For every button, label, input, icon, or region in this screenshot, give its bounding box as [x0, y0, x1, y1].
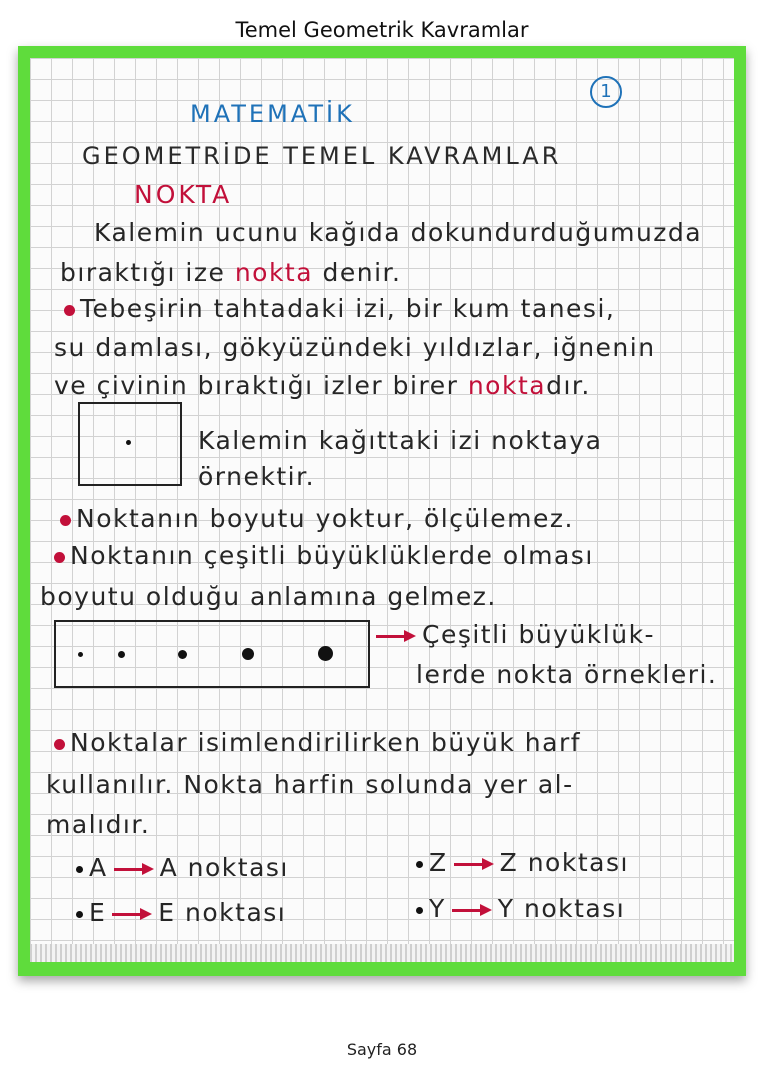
bullet-icon — [60, 515, 71, 526]
point-letter: E — [89, 898, 107, 927]
perforated-edge — [30, 944, 734, 962]
examples-end: dır. — [546, 371, 591, 400]
bullet-icon — [64, 305, 75, 316]
point-letter: Y — [429, 894, 446, 923]
largest-point — [318, 646, 333, 661]
definition-end: denir. — [322, 258, 402, 287]
sizes-note-line-2: boyutu olduğu anlamına gelmez. — [40, 582, 497, 611]
point-letter: Z — [429, 848, 448, 877]
point-label: E noktası — [158, 898, 287, 927]
examples-text-1: Tebeşirin tahtadaki izi, bir kum tanesi, — [80, 294, 616, 323]
section-heading: NOKTA — [134, 180, 233, 209]
sizes-caption-line-2: lerde nokta örnekleri. — [416, 660, 718, 689]
paper-trace-line-1: Kalemin kağıttaki izi noktaya — [198, 426, 603, 455]
paper-trace-box — [78, 402, 182, 486]
point-example-z — [416, 848, 629, 877]
point-icon — [76, 911, 83, 918]
arrow-icon — [454, 858, 494, 870]
point-icon — [416, 907, 423, 914]
point-label: A noktası — [159, 853, 289, 882]
page-marker: 1 — [590, 76, 622, 108]
green-frame — [18, 46, 746, 976]
definition-line-1: Kalemin ucunu kağıda dokundurduğumuzda — [94, 218, 703, 247]
naming-text-1: Noktalar isimlendirilirken büyük harf — [70, 728, 582, 757]
definition-line-2 — [60, 258, 402, 287]
examples-line-2: su damlası, gökyüzündeki yıldızlar, iğnenin — [54, 333, 656, 362]
point-label: Z noktası — [499, 848, 629, 877]
point-icon — [416, 861, 423, 868]
examples-line-1 — [64, 294, 615, 323]
bullet-icon — [54, 739, 65, 750]
naming-line-2: kullanılır. Nokta harfin solunda yer al- — [46, 770, 574, 799]
topic-heading: GEOMETRİDE TEMEL KAVRAMLAR — [82, 142, 562, 170]
sizes-note-line-1 — [54, 541, 594, 570]
arrow-icon — [112, 908, 152, 920]
large-point — [242, 648, 254, 660]
paper-trace-line-2: örnektir. — [198, 462, 316, 491]
definition-text: bıraktığı ize — [60, 258, 226, 287]
point-icon — [76, 866, 83, 873]
point-example-a — [76, 853, 289, 882]
examples-line-3 — [54, 371, 591, 400]
bullet-icon — [54, 552, 65, 563]
sizes-caption-line-1 — [370, 620, 655, 649]
naming-line-1 — [54, 728, 581, 757]
naming-line-3: malıdır. — [46, 810, 151, 839]
arrow-icon — [114, 863, 154, 875]
point-example-y — [416, 894, 625, 923]
tiny-point — [78, 652, 83, 657]
page-number: Sayfa 68 — [346, 1040, 418, 1059]
point-mark — [126, 440, 131, 445]
medium-point — [178, 650, 187, 659]
arrow-icon — [376, 630, 416, 642]
no-size-line — [60, 504, 574, 533]
subject-heading: MATEMATİK — [190, 100, 355, 128]
size-examples-box — [54, 620, 370, 688]
sizes-note-text: Noktanın çeşitli büyüklüklerde olması — [70, 541, 594, 570]
point-example-e — [76, 898, 286, 927]
notebook-page — [30, 58, 734, 962]
small-point — [118, 651, 125, 658]
document-title: Temel Geometrik Kavramlar — [235, 18, 529, 42]
point-label: Y noktası — [497, 894, 626, 923]
keyword-nokta: nokta — [234, 258, 314, 287]
keyword-nokta-2: nokta — [467, 371, 547, 400]
examples-text-3: ve çivinin bıraktığı izler birer — [54, 371, 459, 400]
arrow-icon — [452, 904, 492, 916]
point-letter: A — [89, 853, 108, 882]
sizes-caption-text: Çeşitli büyüklük- — [422, 620, 656, 649]
no-size-text: Noktanın boyutu yoktur, ölçülemez. — [76, 504, 574, 533]
